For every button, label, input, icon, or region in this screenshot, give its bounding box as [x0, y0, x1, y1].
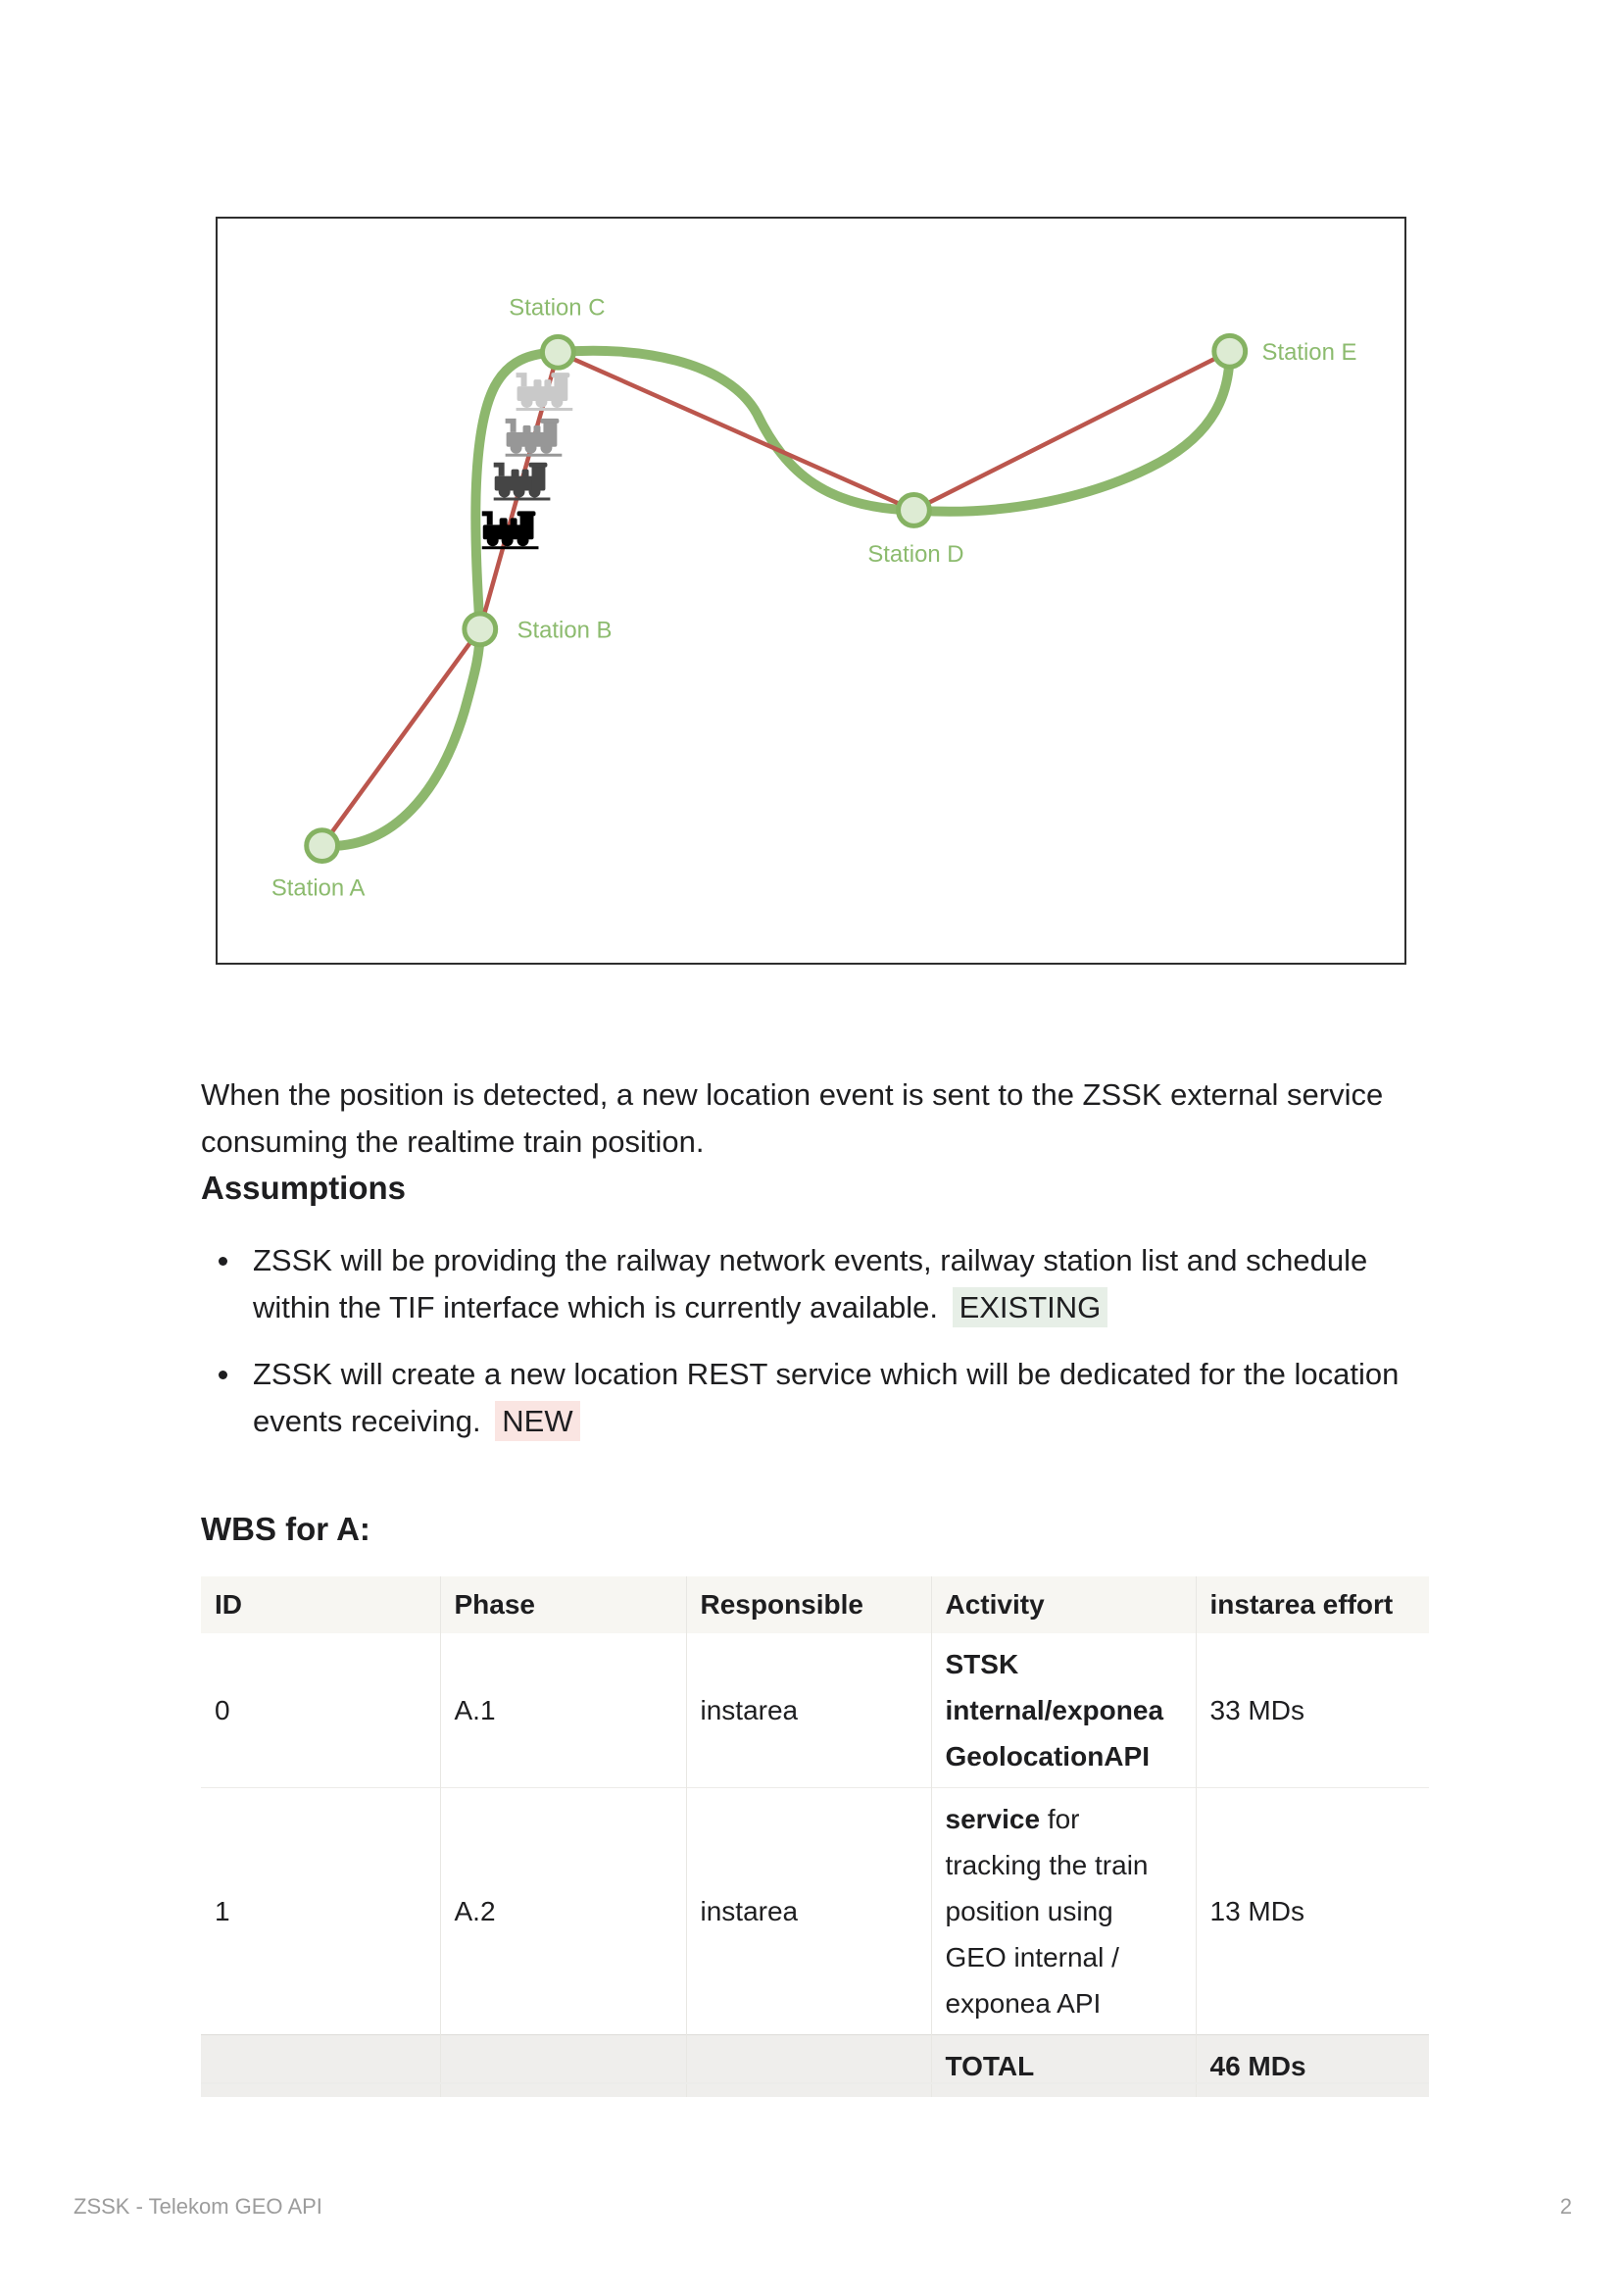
intro-paragraph: When the position is detected, a new location event is sent to the ZSSK external service consuming the realtime train position. — [201, 1077, 1384, 1159]
connection-line-d-e — [913, 351, 1229, 510]
list-item — [201, 1237, 1429, 1331]
bullet-icon — [219, 1257, 227, 1266]
status-badge-new: NEW — [495, 1401, 579, 1441]
station-node-b — [465, 614, 496, 645]
cell-empty — [686, 2035, 931, 2098]
station-node-e — [1214, 335, 1246, 367]
assumption-text: ZSSK will create a new location REST service which will be dedicated for the location events receiving. — [253, 1357, 1400, 1438]
station-node-a — [307, 830, 338, 862]
cell-effort: 33 MDs — [1196, 1633, 1429, 1788]
total-label: TOTAL — [931, 2035, 1196, 2098]
cell-phase: A.1 — [440, 1633, 686, 1788]
station-c-label: Station C — [509, 294, 606, 322]
railway-diagram — [216, 217, 1406, 965]
table-header-row — [201, 1576, 1429, 1633]
table-total-row — [201, 2035, 1429, 2098]
column-header-id: ID — [201, 1576, 440, 1633]
bullet-icon — [219, 1371, 227, 1379]
table-row — [201, 1633, 1429, 1788]
wbs-table — [201, 1576, 1429, 2097]
assumptions-list — [201, 1237, 1429, 1465]
train-icon-oldest — [516, 373, 573, 411]
cell-effort: 13 MDs — [1196, 1788, 1429, 2035]
column-header-phase: Phase — [440, 1576, 686, 1633]
railway-map-svg — [218, 219, 1404, 963]
train-icon-recent — [494, 463, 551, 501]
cell-empty — [440, 2035, 686, 2098]
wbs-heading: WBS for A: — [201, 1511, 370, 1547]
status-badge-existing: EXISTING — [953, 1287, 1108, 1327]
total-value: 46 MDs — [1196, 2035, 1429, 2098]
column-header-effort: instarea effort — [1196, 1576, 1429, 1633]
column-header-activity: Activity — [931, 1576, 1196, 1633]
column-header-responsible: Responsible — [686, 1576, 931, 1633]
cell-responsible: instarea — [686, 1633, 931, 1788]
connection-line-c-d — [558, 352, 913, 510]
assumption-text: ZSSK will be providing the railway network events, railway station list and schedule within the TIF interface which is currently available. — [253, 1243, 1368, 1324]
cell-responsible: instarea — [686, 1788, 931, 2035]
cell-empty — [201, 2035, 440, 2098]
assumptions-heading: Assumptions — [201, 1170, 407, 1206]
cell-activity — [931, 1788, 1196, 2035]
cell-phase: A.2 — [440, 1788, 686, 2035]
train-icon-older — [506, 419, 563, 457]
station-d-label: Station D — [867, 541, 964, 569]
station-b-label: Station B — [516, 617, 613, 644]
section-divider — [201, 2082, 1429, 2084]
activity-rest-text: for tracking the train position using GEO internal / exponea API — [945, 1804, 1149, 2019]
cell-id: 1 — [201, 1788, 440, 2035]
station-a-label: Station A — [270, 874, 366, 902]
station-node-d — [899, 495, 930, 526]
station-node-c — [542, 336, 573, 368]
activity-bold-text: STSK internal/exponea GeolocationAPI — [945, 1649, 1164, 1772]
table-row — [201, 1788, 1429, 2035]
list-item — [201, 1351, 1429, 1445]
cell-id: 0 — [201, 1633, 440, 1788]
footer-document-title: ZSSK - Telekom GEO API — [74, 2194, 322, 2219]
activity-bold-text: service — [945, 1804, 1041, 1834]
station-e-label: Station E — [1261, 339, 1357, 367]
footer-page-number: 2 — [1559, 2194, 1572, 2219]
cell-activity — [931, 1633, 1196, 1788]
